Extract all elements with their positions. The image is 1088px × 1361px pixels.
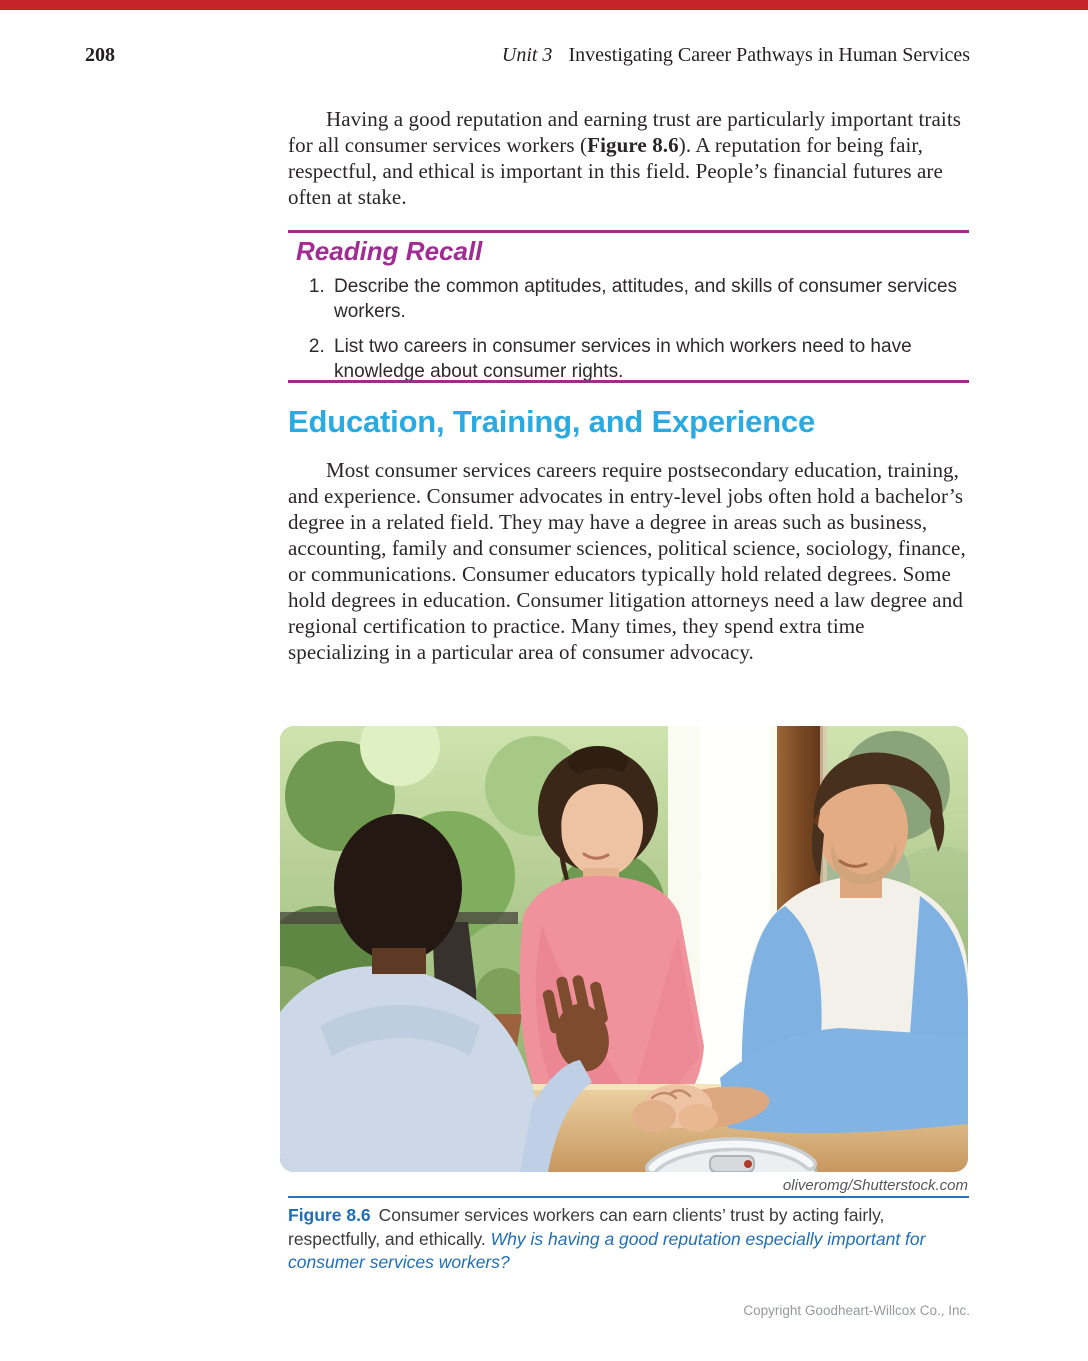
reading-recall-item: 1. Describe the common aptitudes, attitudes, and skills of consumer services workers.: [330, 274, 958, 324]
figure-caption-text: Consumer services workers can earn clients’ trust by acting fairly, respectfully, and ethically.: [288, 1205, 885, 1249]
reading-recall-item: 2. List two careers in consumer services in which workers need to have knowledge about consumer rights.: [330, 334, 958, 384]
reading-recall-bottom-rule: [288, 380, 969, 383]
figure-caption-label: Figure 8.6: [288, 1205, 371, 1225]
meeting-photo-illustration: [280, 726, 968, 1172]
intro-paragraph-text-after: ). A reputation for being fair, respectful, and ethical is important in this field. People’s financial futures are often at stake.: [288, 133, 943, 209]
running-head: [502, 44, 970, 67]
page-header: [85, 44, 970, 67]
section-heading: Education, Training, and Experience: [288, 404, 816, 439]
intro-paragraph: [288, 106, 969, 210]
intro-paragraph-text: Having a good reputation and earning trust are particularly important traits for all consumer services workers (: [288, 107, 962, 157]
reading-recall-top-rule: [288, 230, 969, 233]
page-top-color-bar: [0, 0, 1088, 10]
figure-caption: [288, 1204, 978, 1275]
figure-photo: [280, 726, 968, 1172]
figure-reference: Figure 8.6: [587, 133, 679, 157]
copyright-notice: Copyright Goodheart-Willcox Co., Inc.: [743, 1303, 970, 1318]
page-number: 208: [85, 44, 115, 66]
photo-credit: oliveromg/Shutterstock.com: [782, 1177, 968, 1194]
reading-recall-list: [288, 274, 958, 394]
section-body-paragraph: Most consumer services careers require postsecondary education, training, and experience. Consumer advocates in entry-level jobs often hold a bachelor’s degree in a related field. They may have a degree in areas such as business, accounting, family and consumer sciences, political science, sociology, finance, or communications. Consumer educators typically hold related degrees. Some hold degrees in education. Consumer litigation attorneys need a law degree and regional certification to practice. Many times, they spend extra time specializing in a particular area of consumer advocacy.: [288, 458, 966, 664]
figure-caption-question: Why is having a good reputation especially important for consumer services workers?: [288, 1228, 926, 1272]
unit-label: Unit 3: [501, 44, 553, 66]
unit-title: Investigating Career Pathways in Human Services: [568, 44, 970, 66]
caption-rule: [288, 1196, 969, 1198]
reading-recall-heading: Reading Recall: [296, 236, 483, 266]
